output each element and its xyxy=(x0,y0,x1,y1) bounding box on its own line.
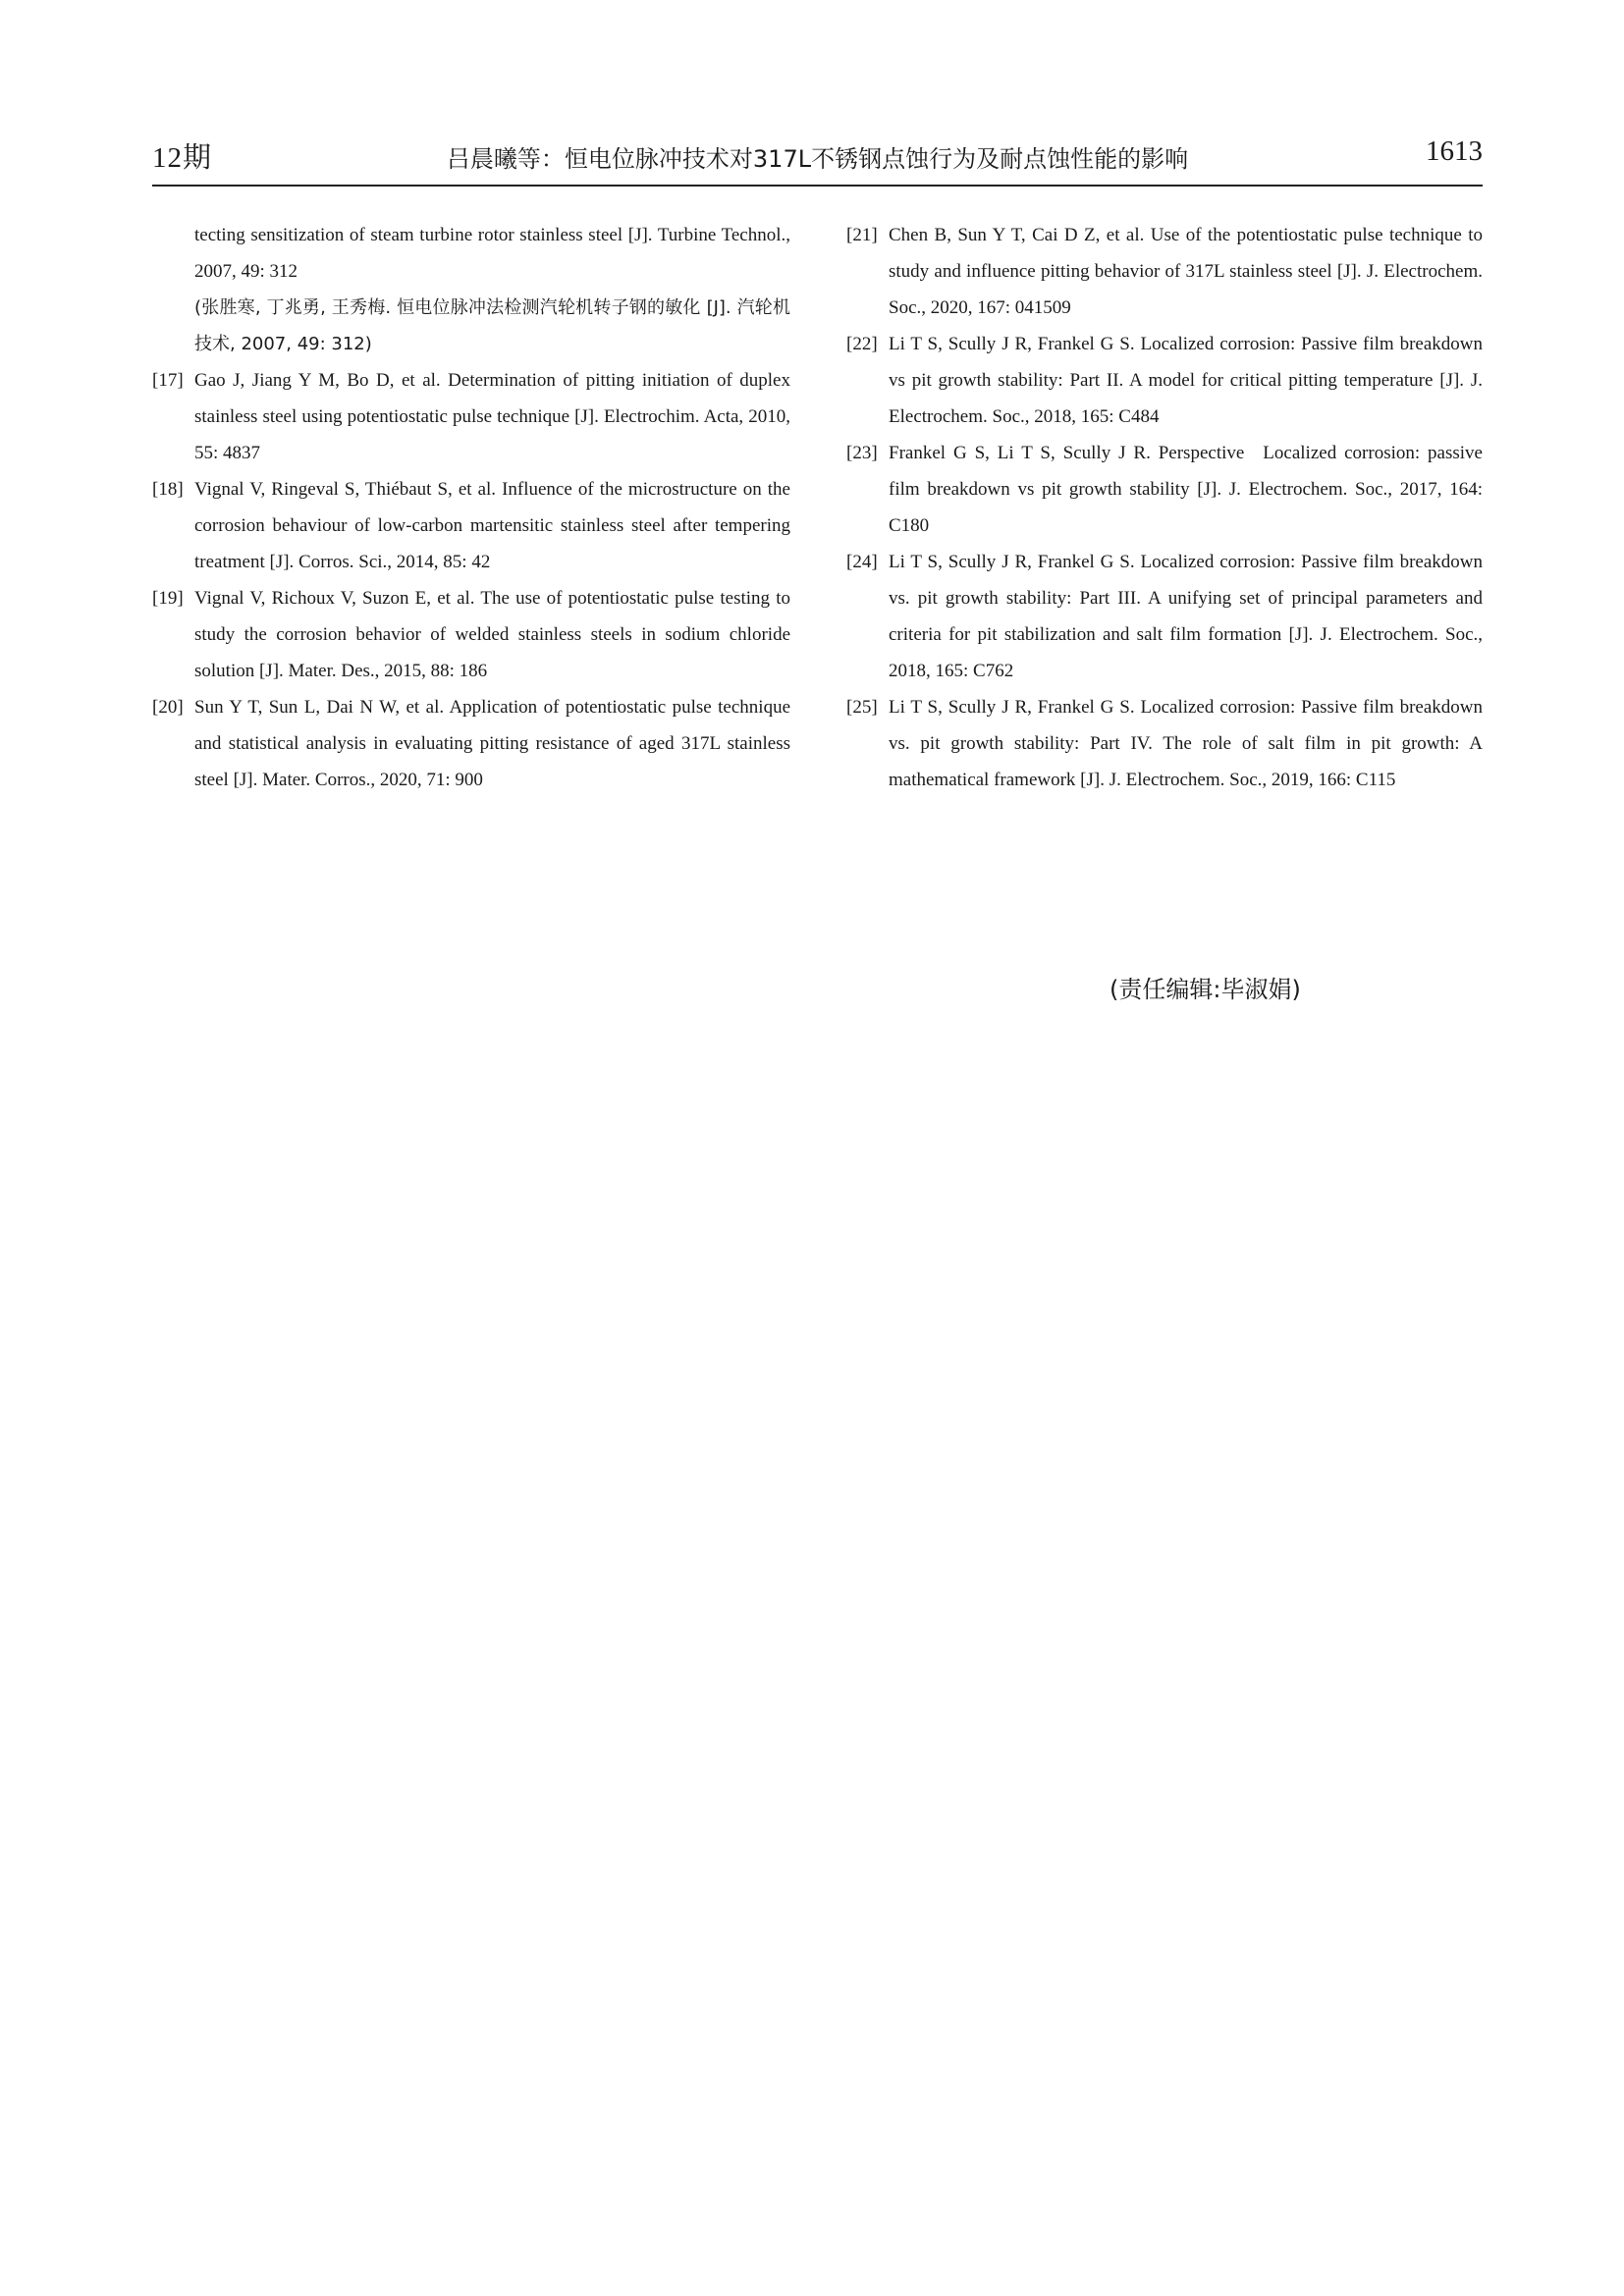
reference-continuation xyxy=(152,217,790,290)
reference-item xyxy=(152,580,790,689)
reference-text: Vignal V, Richoux V, Suzon E, et al. The use of potentiostatic pulse testing to study the corrosion behavior of welded stainless steels in sodium chloride solution [J]. Mater. Des., 2015, 88: 186 xyxy=(194,588,790,681)
reference-number: [20] xyxy=(152,697,184,718)
page-header xyxy=(152,135,1483,187)
reference-number: [21] xyxy=(846,225,878,245)
reference-item xyxy=(846,326,1483,435)
reference-number: [22] xyxy=(846,334,878,354)
reference-number: [23] xyxy=(846,443,878,463)
reference-text: Li T S, Scully J R, Frankel G S. Localized corrosion: Passive film breakdown vs. pit growth stability: Part IV. The role of salt film in pit growth: A mathematical framework [J]. J. Electrochem. Soc., 2019, 166: C115 xyxy=(889,697,1483,790)
reference-continuation-en: tecting sensitization of steam turbine rotor stainless steel [J]. Turbine Technol., 2007, 49: 312 xyxy=(194,225,790,282)
reference-item xyxy=(846,544,1483,689)
responsible-editor-note: (责任编辑:毕淑娟) xyxy=(1110,976,1301,1003)
reference-item xyxy=(846,217,1483,326)
reference-item xyxy=(152,689,790,798)
reference-text: Vignal V, Ringeval S, Thiébaut S, et al. Influence of the microstructure on the corrosion behaviour of low-carbon martensitic stainless steel after tempering treatment [J]. Corros. Sci., 2014, 85: 42 xyxy=(194,479,790,572)
reference-continuation-cn: (张胜寒, 丁兆勇, 王秀梅. 恒电位脉冲法检测汽轮机转子钢的敏化 [J]. 汽轮机技术, 2007, 49: 312) xyxy=(194,297,790,354)
reference-text: Chen B, Sun Y T, Cai D Z, et al. Use of the potentiostatic pulse technique to study and influence pitting behavior of 317L stainless steel [J]. J. Electrochem. Soc., 2020, 167: 041509 xyxy=(889,225,1483,318)
issue-number: 12期 xyxy=(152,142,213,174)
page-number: 1613 xyxy=(1426,135,1483,167)
reference-number: [17] xyxy=(152,370,184,391)
left-column xyxy=(152,217,790,798)
reference-number: [25] xyxy=(846,697,878,718)
reference-item xyxy=(846,689,1483,798)
reference-continuation-cn-block xyxy=(152,290,790,362)
right-column xyxy=(846,217,1483,798)
reference-number: [19] xyxy=(152,588,184,609)
reference-text: Li T S, Scully J R, Frankel G S. Localized corrosion: Passive film breakdown vs pit growth stability: Part II. A model for critical pitting temperature [J]. J. Electrochem. Soc., 2018, 165: C484 xyxy=(889,334,1483,427)
reference-item xyxy=(152,471,790,580)
reference-item xyxy=(152,362,790,471)
reference-item xyxy=(846,435,1483,544)
reference-number: [18] xyxy=(152,479,184,500)
reference-number: [24] xyxy=(846,552,878,572)
reference-text: Frankel G S, Li T S, Scully J R. Perspective Localized corrosion: passive film breakdown vs pit growth stability [J]. J. Electrochem. Soc., 2017, 164: C180 xyxy=(889,443,1483,536)
running-title: 吕晨曦等：恒电位脉冲技术对317L不锈钢点蚀行为及耐点蚀性能的影响 xyxy=(446,145,1189,173)
reference-text: Li T S, Scully J R, Frankel G S. Localized corrosion: Passive film breakdown vs. pit growth stability: Part III. A unifying set of principal parameters and criteria for pit stabilization and salt film formation [J]. J. Electrochem. Soc., 2018, 165: C762 xyxy=(889,552,1483,681)
reference-text: Gao J, Jiang Y M, Bo D, et al. Determination of pitting initiation of duplex stainless steel using potentiostatic pulse technique [J]. Electrochim. Acta, 2010, 55: 4837 xyxy=(194,370,790,463)
reference-text: Sun Y T, Sun L, Dai N W, et al. Application of potentiostatic pulse technique and statistical analysis in evaluating pitting resistance of aged 317L stainless steel [J]. Mater. Corros., 2020, 71: 900 xyxy=(194,697,790,790)
